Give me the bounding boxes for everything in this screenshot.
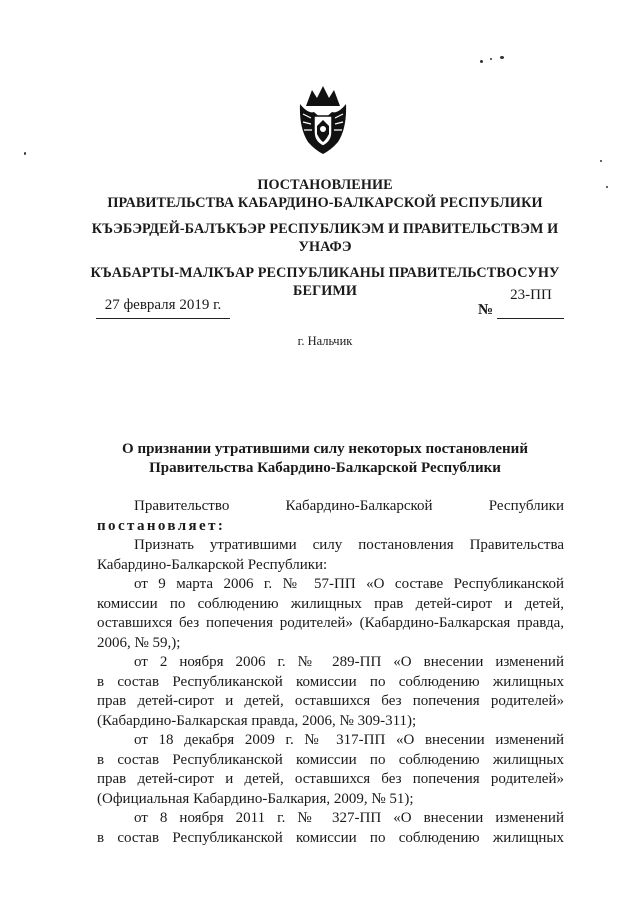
heading-line: ПРАВИТЕЛЬСТВА КАБАРДИНО-БАЛКАРСКОЙ РЕСПУБЛИКИ: [107, 195, 543, 211]
document-body: [97, 497, 564, 848]
scan-speck: [600, 160, 602, 162]
coat-of-arms-emblem: [298, 84, 348, 156]
body-line: прав детей-сирот и детей, оставшихся без попечения родителей»: [97, 771, 564, 787]
body-line: оставшихся без попечения родителей» (Кабардино-Балкарская правда,: [97, 615, 564, 631]
document-date: 27 февраля 2019 г.: [96, 296, 230, 319]
heading-line: УНАФЭ: [298, 239, 352, 255]
document-title-line: Правительства Кабардино-Балкарской Республики: [149, 460, 501, 476]
body-line: 2006, № 59,);: [97, 634, 181, 651]
heading-line: КЪЭБЭРДЕЙ-БАЛЪКЪЭР РЕСПУБЛИКЭМ И ПРАВИТЕЛЬСТВЭМ И: [91, 221, 559, 237]
kabardian-heading: [60, 220, 590, 256]
scan-speck: [24, 152, 26, 155]
body-line: (Официальная Кабардино-Балкария, 2009, № 51);: [97, 790, 414, 807]
document-number: 23-ПП: [510, 287, 552, 303]
body-line: комиссии по соблюдению жилищных прав детей-сирот и детей,: [97, 595, 564, 612]
number-underline: [497, 318, 564, 319]
number-sign: №: [478, 302, 494, 318]
body-line: прав детей-сирот и детей, оставшихся без попечения родителей»: [97, 693, 564, 709]
document-type-heading: [60, 176, 590, 212]
scan-speck: [490, 58, 492, 60]
scan-speck: [480, 60, 483, 63]
document-title-line: О признании утратившими силу некоторых постановлений: [122, 441, 528, 457]
body-line: от 2 ноября 2006 г. № 289-ПП «О внесении изменений: [134, 654, 564, 670]
body-line: от 8 ноября 2011 г. № 327-ПП «О внесении изменений: [134, 810, 564, 826]
body-line: Правительство Кабардино-Балкарской Республики: [134, 498, 564, 514]
heading-line: КЪАБАРТЫ-МАЛКЪАР РЕСПУБЛИКАНЫ ПРАВИТЕЛЬСТВОСУНУ: [90, 265, 560, 281]
body-line: (Кабардино-Балкарская правда, 2006, № 309-311);: [97, 712, 417, 729]
body-line: в состав Республиканской комиссии по соблюдению жилищных: [97, 751, 564, 768]
scan-speck: [606, 186, 608, 188]
heading-line: ПОСТАНОВЛЕНИЕ: [257, 177, 393, 193]
scan-speck: [500, 56, 504, 59]
body-line: от 9 марта 2006 г. № 57-ПП «О составе Республиканской: [134, 576, 564, 592]
body-line: от 18 декабря 2009 г. № 317-ПП «О внесении изменений: [134, 732, 564, 748]
heading-line: БЕГИМИ: [293, 283, 357, 299]
body-line: Кабардино-Балкарской Республики:: [97, 556, 328, 573]
body-line: в состав Республиканской комиссии по соблюдению жилищных: [97, 829, 564, 846]
body-line: постановляет:: [97, 517, 226, 534]
body-line: Признать утратившими силу постановления Правительства: [134, 537, 564, 553]
city-name: г. Нальчик: [297, 334, 353, 348]
body-line: в состав Республиканской комиссии по соблюдению жилищных: [97, 673, 564, 690]
